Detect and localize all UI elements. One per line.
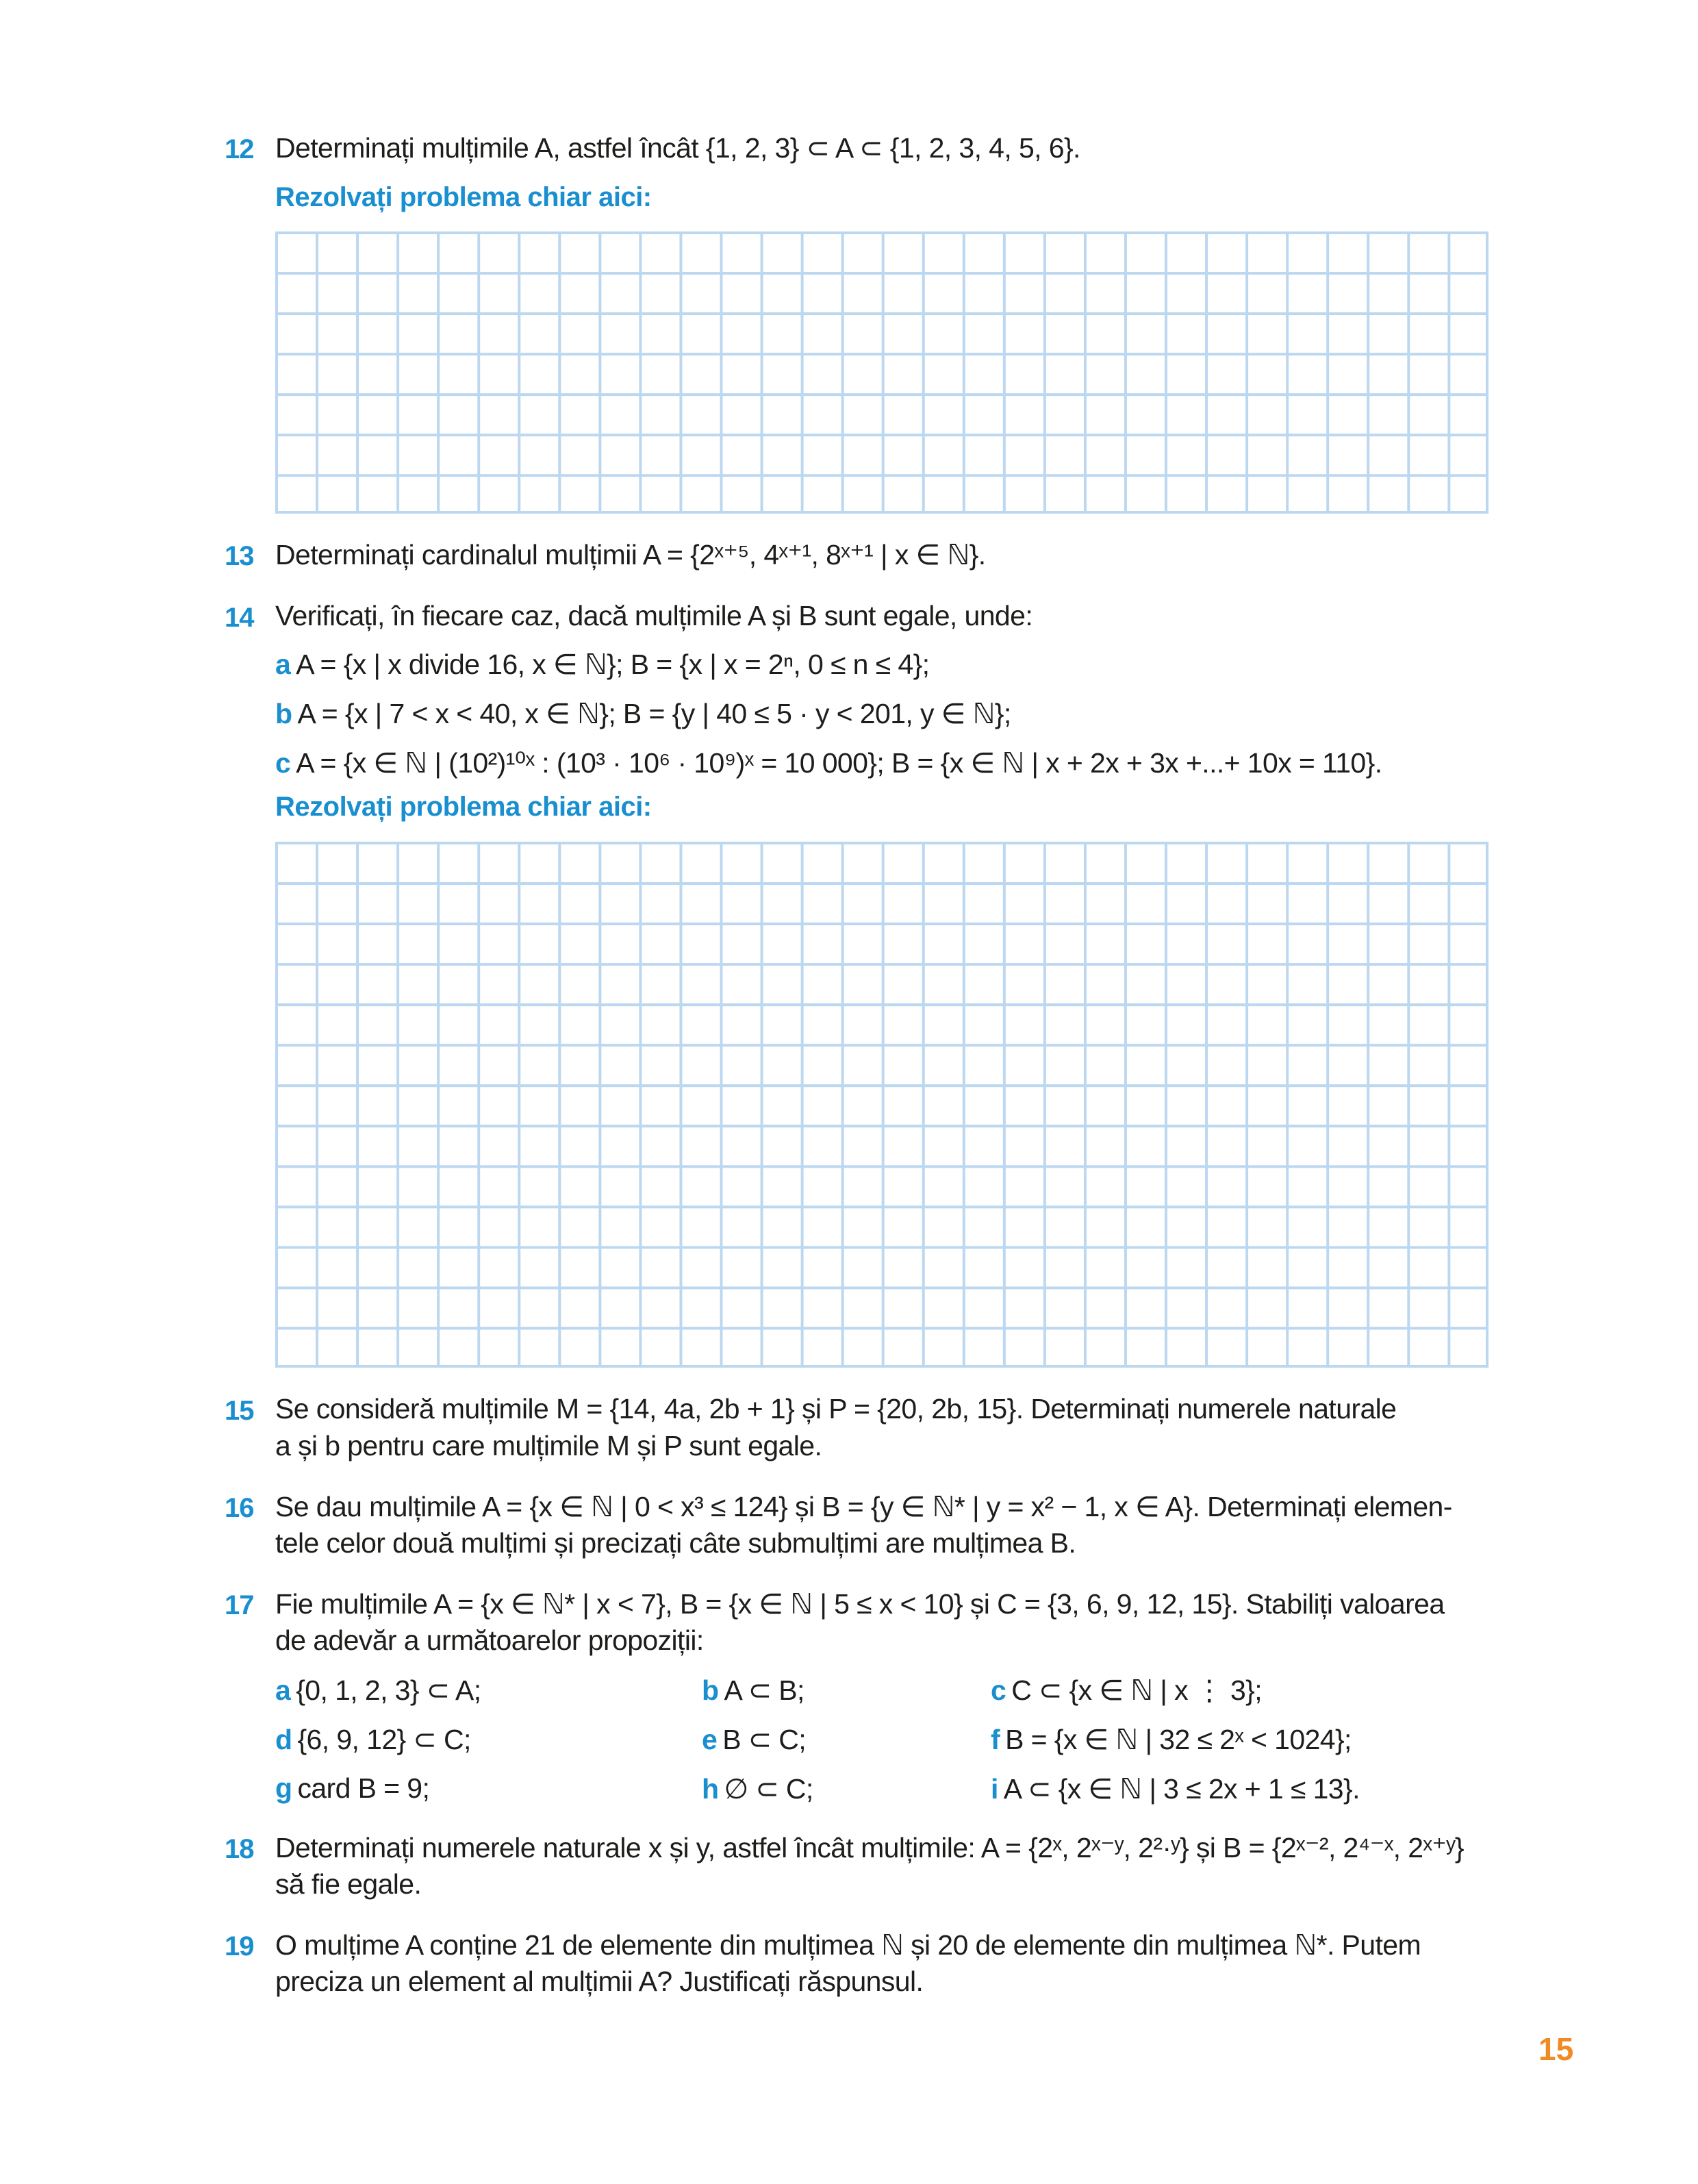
problem-number: 19 bbox=[225, 1931, 254, 1961]
problem-text-line-1: Determinați numerele naturale x și y, astfel încât mulțimile: A = {2ˣ, 2ˣ⁻ʸ, 2²·ʸ} și B = {2ˣ⁻², 2⁴⁻ˣ, 2ˣ⁺ʸ} bbox=[275, 1832, 1464, 1863]
sub-item-label: h bbox=[702, 1773, 719, 1805]
problem-number: 12 bbox=[225, 134, 254, 164]
sub-item-b bbox=[702, 1674, 804, 1707]
sub-item-text: card B = 9; bbox=[297, 1772, 430, 1804]
problem-text-line-2: de adevăr a următoarelor propoziții: bbox=[275, 1624, 704, 1656]
sub-item-label: d bbox=[275, 1724, 292, 1755]
sub-item-label: a bbox=[275, 649, 291, 680]
sub-item-text: ∅ ⊂ C; bbox=[724, 1773, 813, 1805]
sub-item-text: A ⊂ B; bbox=[724, 1674, 804, 1706]
problem-text: Determinați cardinalul mulțimii A = {2ˣ⁺⁵, 4ˣ⁺¹, 8ˣ⁺¹ | x ∈ ℕ}. bbox=[275, 539, 986, 570]
problem-text-line-1: Fie mulțimile A = {x ∈ ℕ* | x < 7}, B = {x ∈ ℕ | 5 ≤ x < 10} și C = {3, 6, 9, 12, 15}. Stabiliți valoarea bbox=[275, 1588, 1445, 1620]
problem-text: Verificați, în fiecare caz, dacă mulțimile A și B sunt egale, unde: bbox=[275, 600, 1033, 631]
sub-item-a bbox=[275, 1674, 481, 1707]
sub-item-text: B = {x ∈ ℕ | 32 ≤ 2ˣ < 1024}; bbox=[1005, 1724, 1352, 1755]
problem-text-line-2: preciza un element al mulțimii A? Justificați răspunsul. bbox=[275, 1966, 924, 1997]
sub-item-g bbox=[275, 1772, 429, 1805]
answer-grid-14[interactable] bbox=[275, 842, 1488, 1368]
sub-item-e bbox=[702, 1723, 806, 1756]
sub-item-text: C ⊂ {x ∈ ℕ | x ⋮ 3}; bbox=[1011, 1674, 1263, 1706]
sub-item-a bbox=[275, 648, 929, 681]
sub-item-i bbox=[991, 1772, 1360, 1805]
problem-text-line-2: tele celor două mulțimi și precizați câte submulțimi are mulțimea B. bbox=[275, 1527, 1076, 1559]
sub-item-b bbox=[275, 697, 1011, 730]
problem-text-line-2: să fie egale. bbox=[275, 1868, 422, 1900]
sub-item-text: A = {x | x divide 16, x ∈ ℕ}; B = {x | x = 2ⁿ, 0 ≤ n ≤ 4}; bbox=[296, 649, 930, 680]
sub-item-d bbox=[275, 1723, 471, 1756]
problem-number: 14 bbox=[225, 603, 254, 633]
sub-item-f bbox=[991, 1723, 1352, 1756]
sub-item-text: A = {x ∈ ℕ | (10²)¹⁰ˣ : (10³ · 10⁶ · 10⁹)ˣ = 10 000}; B = {x ∈ ℕ | x + 2x + 3x +...+ 10x = 110}. bbox=[296, 747, 1382, 779]
sub-item-text: {6, 9, 12} ⊂ C; bbox=[297, 1724, 471, 1755]
page-number: 15 bbox=[1538, 2031, 1574, 2067]
work-area-heading: Rezolvați problema chiar aici: bbox=[275, 182, 652, 212]
problem-number: 18 bbox=[225, 1834, 254, 1864]
problem-text-line-1: Se dau mulțimile A = {x ∈ ℕ | 0 < x³ ≤ 124} și B = {y ∈ ℕ* | y = x² − 1, x ∈ A}. Determinați elemen- bbox=[275, 1491, 1452, 1522]
sub-item-text: A ⊂ {x ∈ ℕ | 3 ≤ 2x + 1 ≤ 13}. bbox=[1003, 1773, 1360, 1805]
sub-item-label: c bbox=[275, 747, 291, 779]
sub-item-text: {0, 1, 2, 3} ⊂ A; bbox=[296, 1674, 481, 1706]
sub-item-label: a bbox=[275, 1674, 291, 1706]
sub-item-label: g bbox=[275, 1772, 292, 1804]
sub-item-label: c bbox=[991, 1674, 1006, 1706]
sub-item-label: e bbox=[702, 1724, 718, 1755]
problem-number: 16 bbox=[225, 1493, 254, 1523]
work-area-heading: Rezolvați problema chiar aici: bbox=[275, 792, 652, 822]
sub-item-label: i bbox=[991, 1773, 998, 1805]
sub-item-label: b bbox=[702, 1674, 719, 1706]
sub-item-text: A = {x | 7 < x < 40, x ∈ ℕ}; B = {y | 40 ≤ 5 · y < 201, y ∈ ℕ}; bbox=[297, 698, 1011, 729]
sub-item-label: b bbox=[275, 698, 292, 729]
sub-item-h bbox=[702, 1772, 813, 1805]
problem-text: Determinați mulțimile A, astfel încât {1, 2, 3} ⊂ A ⊂ {1, 2, 3, 4, 5, 6}. bbox=[275, 132, 1080, 164]
problem-number: 13 bbox=[225, 541, 254, 571]
problem-text-line-1: Se consideră mulțimile M = {14, 4a, 2b + 1} și P = {20, 2b, 15}. Determinați numerele naturale bbox=[275, 1393, 1397, 1424]
problem-text-line-2: a și b pentru care mulțimile M și P sunt egale. bbox=[275, 1430, 822, 1461]
answer-grid-12[interactable] bbox=[275, 231, 1488, 514]
sub-item-text: B ⊂ C; bbox=[722, 1724, 807, 1755]
sub-item-c bbox=[275, 746, 1382, 779]
sub-item-c bbox=[991, 1674, 1262, 1707]
sub-item-label: f bbox=[991, 1724, 1000, 1755]
problem-number: 15 bbox=[225, 1396, 254, 1426]
problem-text-line-1: O mulțime A conține 21 de elemente din mulțimea ℕ și 20 de elemente din mulțimea ℕ*. Putem bbox=[275, 1929, 1421, 1961]
problem-number: 17 bbox=[225, 1590, 254, 1620]
